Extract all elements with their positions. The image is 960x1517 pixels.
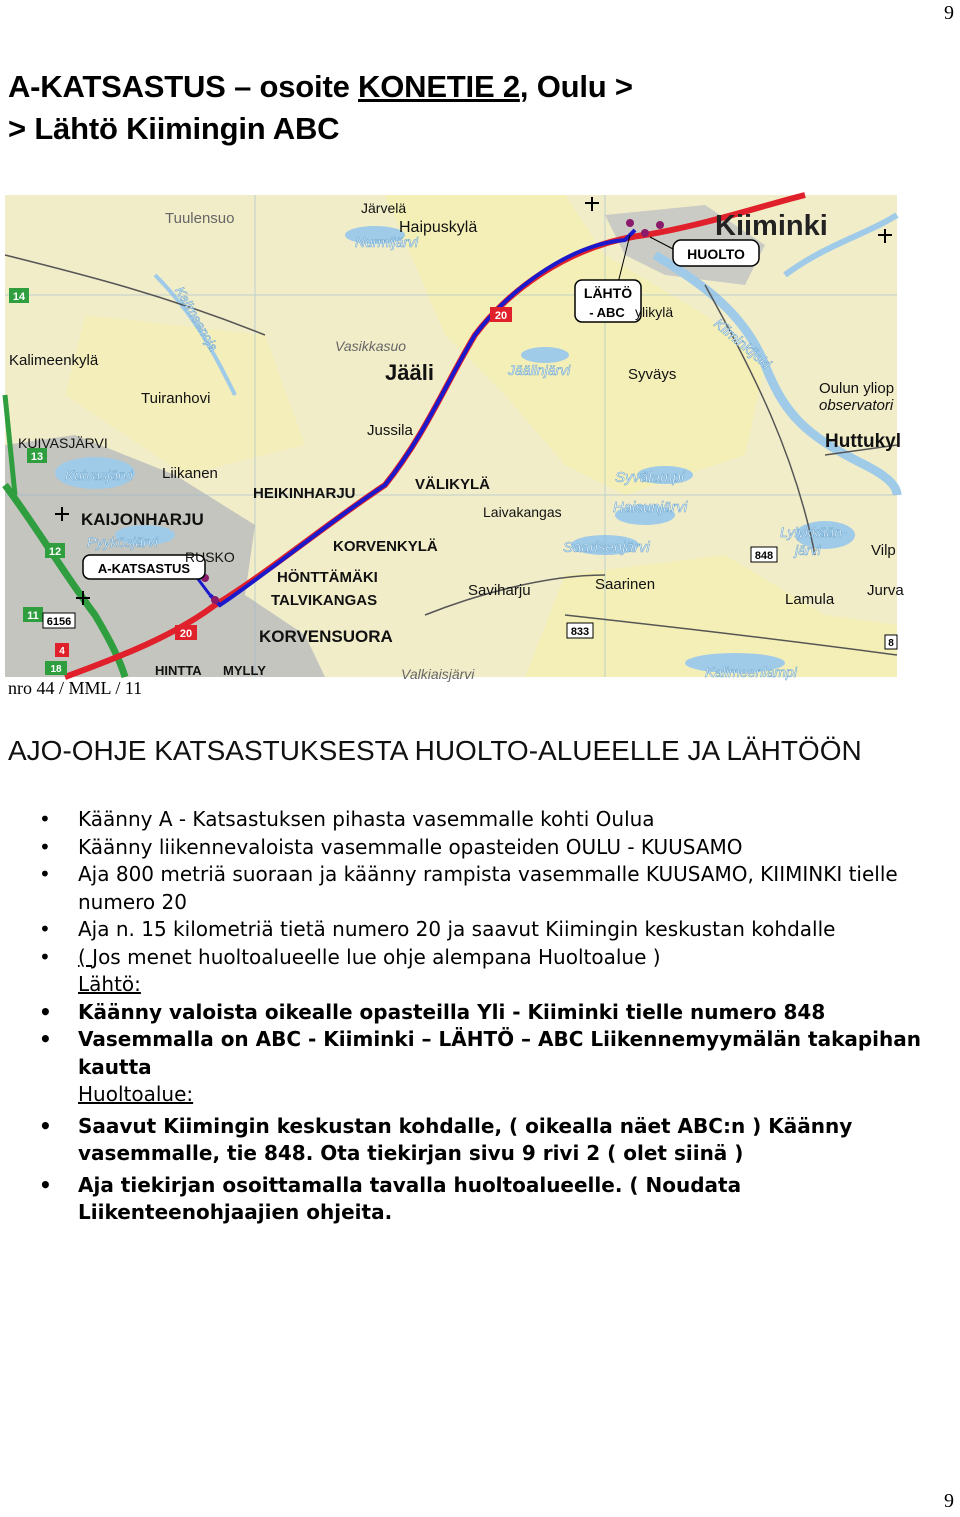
instructions (8, 806, 958, 1227)
map-credit: nro 44 / MML / 11 (8, 678, 143, 698)
svg-text:Jääli: Jääli (385, 360, 434, 385)
steps-lahto-list (8, 999, 958, 1082)
svg-text:13: 13 (30, 451, 44, 463)
svg-text:18: 18 (50, 664, 62, 675)
svg-text:HINTTA: HINTTA (155, 663, 202, 678)
road-shield-8 (885, 635, 897, 649)
svg-text:järvi: järvi (795, 542, 821, 558)
page-number-bottom: 9 (944, 1490, 954, 1512)
svg-text:Lamula: Lamula (785, 591, 835, 608)
title-line1-end: , Oulu > (519, 69, 633, 104)
svg-text:Pyykösjärvi: Pyykösjärvi (87, 534, 158, 550)
svg-text:Kalimeenoja: Kalimeenoja (172, 284, 222, 354)
svg-text:12: 12 (48, 546, 62, 558)
svg-text:Kiiminki: Kiiminki (715, 210, 828, 242)
svg-text:833: 833 (570, 626, 590, 638)
road-shield-12 (45, 543, 65, 558)
svg-text:Vasikkasuo: Vasikkasuo (335, 338, 407, 354)
list-item: • Aja tiekirjan osoittamalla tavalla huoltoalueelle. ( Noudata Liikenteenohjaajien ohjeita. (8, 1172, 958, 1227)
note-paren: ( (78, 944, 93, 969)
svg-text:Kuivasjärvi: Kuivasjärvi (65, 467, 133, 483)
svg-text:14: 14 (12, 291, 26, 303)
svg-text:Saarisenjärvi: Saarisenjärvi (563, 539, 650, 556)
svg-text:HÖNTTÄMÄKI: HÖNTTÄMÄKI (277, 569, 378, 586)
list-item: • Käänny valoista oikealle opasteilla Yli - Kiiminki tielle numero 848 (8, 999, 958, 1027)
svg-text:8: 8 (888, 638, 894, 649)
lahto-heading: Lähtö: (78, 972, 141, 996)
svg-text:848: 848 (754, 550, 774, 562)
svg-text:Nurmijärvi: Nurmijärvi (355, 234, 418, 250)
road-shield-18 (45, 661, 67, 675)
svg-text:Saviharju: Saviharju (468, 582, 531, 599)
title-line2: > Lähtö Kiimingin ABC (8, 111, 340, 146)
svg-text:11: 11 (27, 610, 39, 622)
steps-part1-list (8, 806, 958, 971)
svg-text:Vilp: Vilp (871, 542, 896, 559)
svg-text:Kalimeenlampi: Kalimeenlampi (705, 664, 797, 680)
callout-lahto (575, 280, 641, 322)
svg-text:Oulun yliop: Oulun yliop (819, 380, 895, 397)
svg-text:Liikanen: Liikanen (162, 465, 218, 482)
svg-text:Syväys: Syväys (628, 366, 677, 383)
svg-text:Huttukyl: Huttukyl (825, 431, 901, 452)
huolto-heading: Huoltoalue: (78, 1082, 194, 1106)
svg-text:Tuulensuo: Tuulensuo (165, 210, 235, 227)
svg-text:KORVENKYLÄ: KORVENKYLÄ (333, 538, 438, 555)
list-item-note (8, 944, 958, 972)
svg-text:20: 20 (494, 310, 508, 322)
svg-text:20: 20 (179, 628, 193, 640)
svg-text:- ABC: - ABC (589, 305, 625, 320)
svg-text:A-KATSASTUS: A-KATSASTUS (97, 561, 191, 576)
svg-text:Jurva: Jurva (867, 582, 904, 599)
list-item: • Käänny liikennevaloista vasemmalle opasteiden OULU - KUUSAMO (8, 834, 958, 862)
page-title (8, 66, 633, 150)
svg-text:Lylykkään-: Lylykkään- (780, 524, 847, 540)
steps-huolto-list (8, 1113, 958, 1227)
svg-text:Kalimeenkylä: Kalimeenkylä (9, 352, 99, 369)
svg-text:Saarinen: Saarinen (595, 576, 656, 593)
title-line1-start: A-KATSASTUS – osoite (8, 69, 359, 104)
route-map (5, 195, 904, 682)
svg-text:TALVIKANGAS: TALVIKANGAS (271, 592, 378, 609)
instructions-heading: AJO-OHJE KATSASTUKSESTA HUOLTO-ALUEELLE JA LÄHTÖÖN (8, 735, 862, 766)
svg-text:MYLLY: MYLLY (223, 663, 266, 678)
list-item: • Vasemmalla on ABC - Kiiminki – LÄHTÖ – ABC Liikennemyymälän takapihan kautta (8, 1026, 958, 1081)
road-shield-20-top (490, 307, 512, 322)
road-shield-4 (55, 643, 69, 657)
road-shield-6156 (43, 613, 75, 628)
svg-text:RUSKO: RUSKO (185, 549, 235, 565)
svg-text:KORVENSUORA: KORVENSUORA (259, 627, 393, 646)
road-shield-14 (9, 288, 29, 303)
lake-jaalinjarvi (521, 347, 569, 363)
note-text: Jos menet huoltoalueelle lue ohje alempana Huoltoalue ) (92, 944, 661, 969)
svg-text:Syvälampi: Syvälampi (615, 469, 685, 486)
road-shield-833 (567, 623, 593, 638)
svg-text:Jäälinjärvi: Jäälinjärvi (508, 362, 571, 378)
road-shield-20-bottom (175, 625, 197, 640)
road-shield-848 (751, 547, 777, 562)
svg-text:Haisunjärvi: Haisunjärvi (613, 499, 688, 516)
svg-text:VÄLIKYLÄ: VÄLIKYLÄ (415, 476, 490, 493)
list-item: • Käänny A - Katsastuksen pihasta vasemmalle kohti Oulua (8, 806, 958, 834)
svg-text:HUOLTO: HUOLTO (687, 246, 745, 262)
svg-text:4: 4 (59, 646, 65, 657)
list-item: • Aja 800 metriä suoraan ja käänny rampista vasemmalle KUUSAMO, KIIMINKI tielle numero 20 (8, 861, 958, 916)
svg-text:Laivakangas: Laivakangas (483, 504, 562, 520)
svg-text:Tuiranhovi: Tuiranhovi (141, 390, 211, 407)
svg-text:Valkiaisjärvi: Valkiaisjärvi (401, 666, 475, 682)
svg-text:observatori: observatori (819, 397, 894, 414)
list-item: • Saavut Kiimingin keskustan kohdalle, ( oikealla näet ABC:n ) Käänny vasemmalle, tie 848. Ota tiekirjan sivu 9 rivi 2 ( olet siinä ) (8, 1113, 958, 1168)
svg-text:HEIKINHARJU: HEIKINHARJU (253, 485, 356, 502)
svg-text:Kiiminkijoki: Kiiminkijoki (711, 315, 775, 372)
callout-huolto (673, 240, 759, 266)
address-link: KONETIE 2 (358, 69, 520, 104)
list-item: • Aja n. 15 kilometriä tietä numero 20 ja saavut Kiimingin keskustan kohdalle (8, 916, 958, 944)
svg-text:KUIVASJÄRVI: KUIVASJÄRVI (18, 435, 108, 451)
road-shield-11 (23, 607, 43, 622)
svg-text:KAIJONHARJU: KAIJONHARJU (81, 510, 204, 529)
svg-text:Jussila: Jussila (367, 422, 413, 439)
svg-text:Järvelä: Järvelä (361, 200, 407, 216)
svg-text:LÄHTÖ: LÄHTÖ (583, 285, 633, 301)
svg-text:ylikylä: ylikylä (635, 304, 674, 320)
svg-text:Haipuskylä: Haipuskylä (399, 219, 478, 236)
page-number-top: 9 (944, 2, 954, 24)
svg-text:6156: 6156 (46, 616, 72, 628)
